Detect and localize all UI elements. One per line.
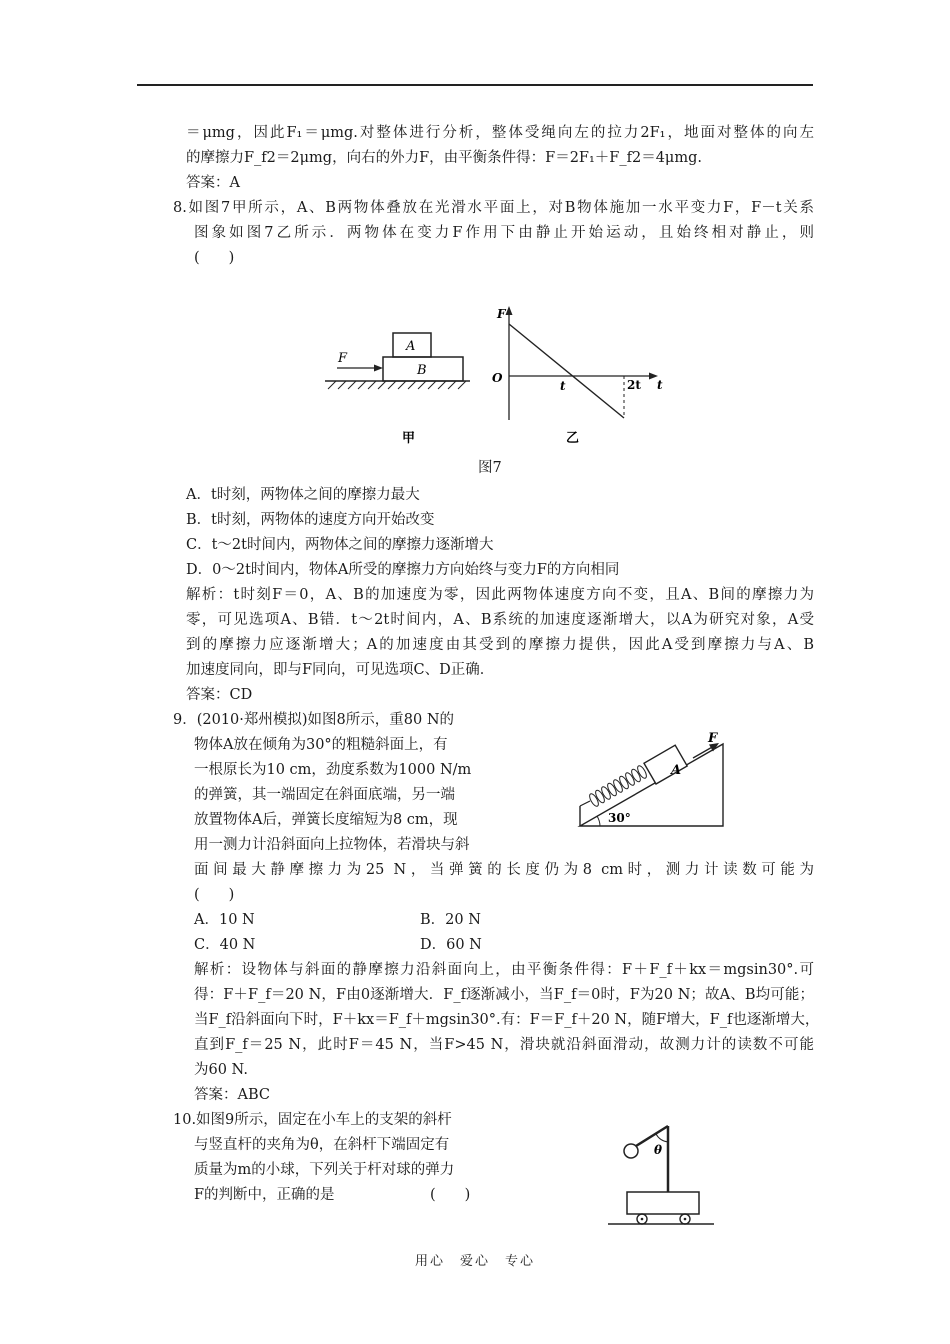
- incline: [580, 744, 723, 826]
- question-9-stem: 用一测力计沿斜面向上拉物体，若滑块与斜: [194, 837, 470, 853]
- figure-7-caption: 图7: [478, 460, 502, 476]
- question-10-stem: 质量为m的小球，下列关于杆对球的弹力: [194, 1162, 455, 1178]
- force-label-f: F: [708, 731, 718, 746]
- ball: [624, 1144, 638, 1158]
- question-9-stem: 的弹簧，其一端固定在斜面底端，另一端: [194, 787, 455, 803]
- answer-line: 答案：A: [186, 175, 240, 191]
- question-9-stem: 物体A放在倾角为30°的粗糙斜面上，有: [194, 737, 448, 753]
- option-b: B．t时刻，两物体的速度方向开始改变: [186, 512, 435, 528]
- header-rule: [137, 84, 813, 86]
- option-c: C．40 N: [194, 937, 256, 953]
- option-d: D．60 N: [420, 937, 482, 953]
- answer-line: 答案：ABC: [194, 1087, 270, 1103]
- answer-bracket: ( ): [430, 1187, 471, 1203]
- solution-line: 加速度同向，即与F同向，可见选项C、D正确．: [186, 662, 495, 678]
- label-b: B: [417, 363, 427, 378]
- question-9-stem: 一根原长为10 cm，劲度系数为1000 N/m: [194, 762, 472, 778]
- question-9-stem: 9．(2010·郑州模拟)如图8所示，重80 N的: [173, 712, 455, 728]
- option-a: A．10 N: [194, 912, 255, 928]
- tick-2t: 2t: [627, 378, 641, 392]
- tick-t: t: [560, 379, 566, 393]
- label-yi: 乙: [566, 431, 580, 446]
- force-label-f: F: [338, 351, 348, 366]
- label-a: A: [406, 339, 416, 354]
- option-b: B．20 N: [420, 912, 481, 928]
- cart-body: [627, 1192, 699, 1214]
- figure-8: [568, 731, 808, 838]
- question-9-stem: 面间最大静摩擦力为25 N，当弹簧的长度仍为8 cm时，测力计读数可能为: [194, 862, 814, 878]
- solution-line: 零，可见选项A、B错．t～2t时间内，A、B系统的加速度逐渐增大，以A为研究对象，A受: [186, 612, 814, 628]
- option-c: C．t～2t时间内，两物体之间的摩擦力逐渐增大: [186, 537, 494, 553]
- option-a: A．t时刻，两物体之间的摩擦力最大: [186, 487, 420, 503]
- axis-f-label: F: [497, 307, 506, 321]
- solution-line: 解析：t时刻F＝0，A、B的加速度为零，因此两物体速度方向不变，且A、B间的摩擦力为: [186, 587, 814, 603]
- solution-line: 当F_f沿斜面向下时，F＋kx＝F_f＋mgsin30°.有：F＝F_f＋20 N，随F增大，F_f也逐渐增大，: [194, 1012, 820, 1028]
- text-line: 的摩擦力F_f2＝2μmg，向右的外力F，由平衡条件得：F＝2F₁＋F_f2＝4μmg.: [186, 150, 702, 166]
- solution-line: 为60 N.: [194, 1062, 248, 1078]
- axis-t-label: t: [657, 378, 663, 392]
- label-a: A: [671, 763, 682, 778]
- angle-label: 30°: [608, 811, 631, 825]
- spring: [588, 764, 648, 807]
- question-8-stem: 8.如图7甲所示，A、B两物体叠放在光滑水平面上，对B物体施加一水平变力F，F－t关系: [173, 200, 814, 216]
- solution-line: 到的摩擦力应逐渐增大；A的加速度由其受到的摩擦力提供，因此A受到摩擦力与A、B: [186, 637, 814, 653]
- solution-line: 直到F_f＝25 N，此时F＝45 N，当F>45 N，滑块就沿斜面滑动，故测力计的读数不可能: [194, 1037, 814, 1053]
- answer-bracket: ( ): [194, 250, 235, 266]
- figure-7-yi-graph: [492, 306, 663, 446]
- inclined-rod: [636, 1126, 668, 1146]
- question-10-stem: 与竖直杆的夹角为θ，在斜杆下端固定有: [194, 1137, 450, 1153]
- question-9-stem: 放置物体A后，弹簧长度缩短为8 cm，现: [194, 812, 458, 828]
- theta-label: θ: [654, 1143, 663, 1157]
- label-jia: 甲: [402, 431, 416, 446]
- question-10-stem: 10.如图9所示，固定在小车上的支架的斜杆: [173, 1112, 452, 1128]
- text-line: ＝μmg，因此F₁＝μmg.对整体进行分析，整体受绳向左的拉力2F₁，地面对整体的向左: [186, 125, 814, 141]
- f-t-line: [509, 324, 624, 418]
- answer-bracket: ( ): [194, 887, 235, 903]
- figure-7-jia: [325, 333, 470, 446]
- solution-line: 得：F＋F_f＝20 N，F由0逐渐增大．F_f逐渐减小，当F_f＝0时，F为20 N；故A、B均可能；: [194, 987, 814, 1003]
- question-10-stem: F的判断中，正确的是: [194, 1187, 335, 1203]
- solution-line: 解析：设物体与斜面的静摩擦力沿斜面向上，由平衡条件得：F＋F_f＋kx＝mgsin30°.可: [194, 962, 814, 978]
- answer-line: 答案：CD: [186, 687, 253, 703]
- question-8-stem: 图象如图7乙所示．两物体在变力F作用下由静止开始运动，且始终相对静止，则: [194, 225, 814, 241]
- page-footer: 用心 爱心 专心: [414, 1254, 535, 1269]
- origin-label: O: [492, 371, 503, 385]
- figure-9: [600, 1118, 720, 1234]
- option-d: D．0～2t时间内，物体A所受的摩擦力方向始终与变力F的方向相同: [186, 562, 620, 578]
